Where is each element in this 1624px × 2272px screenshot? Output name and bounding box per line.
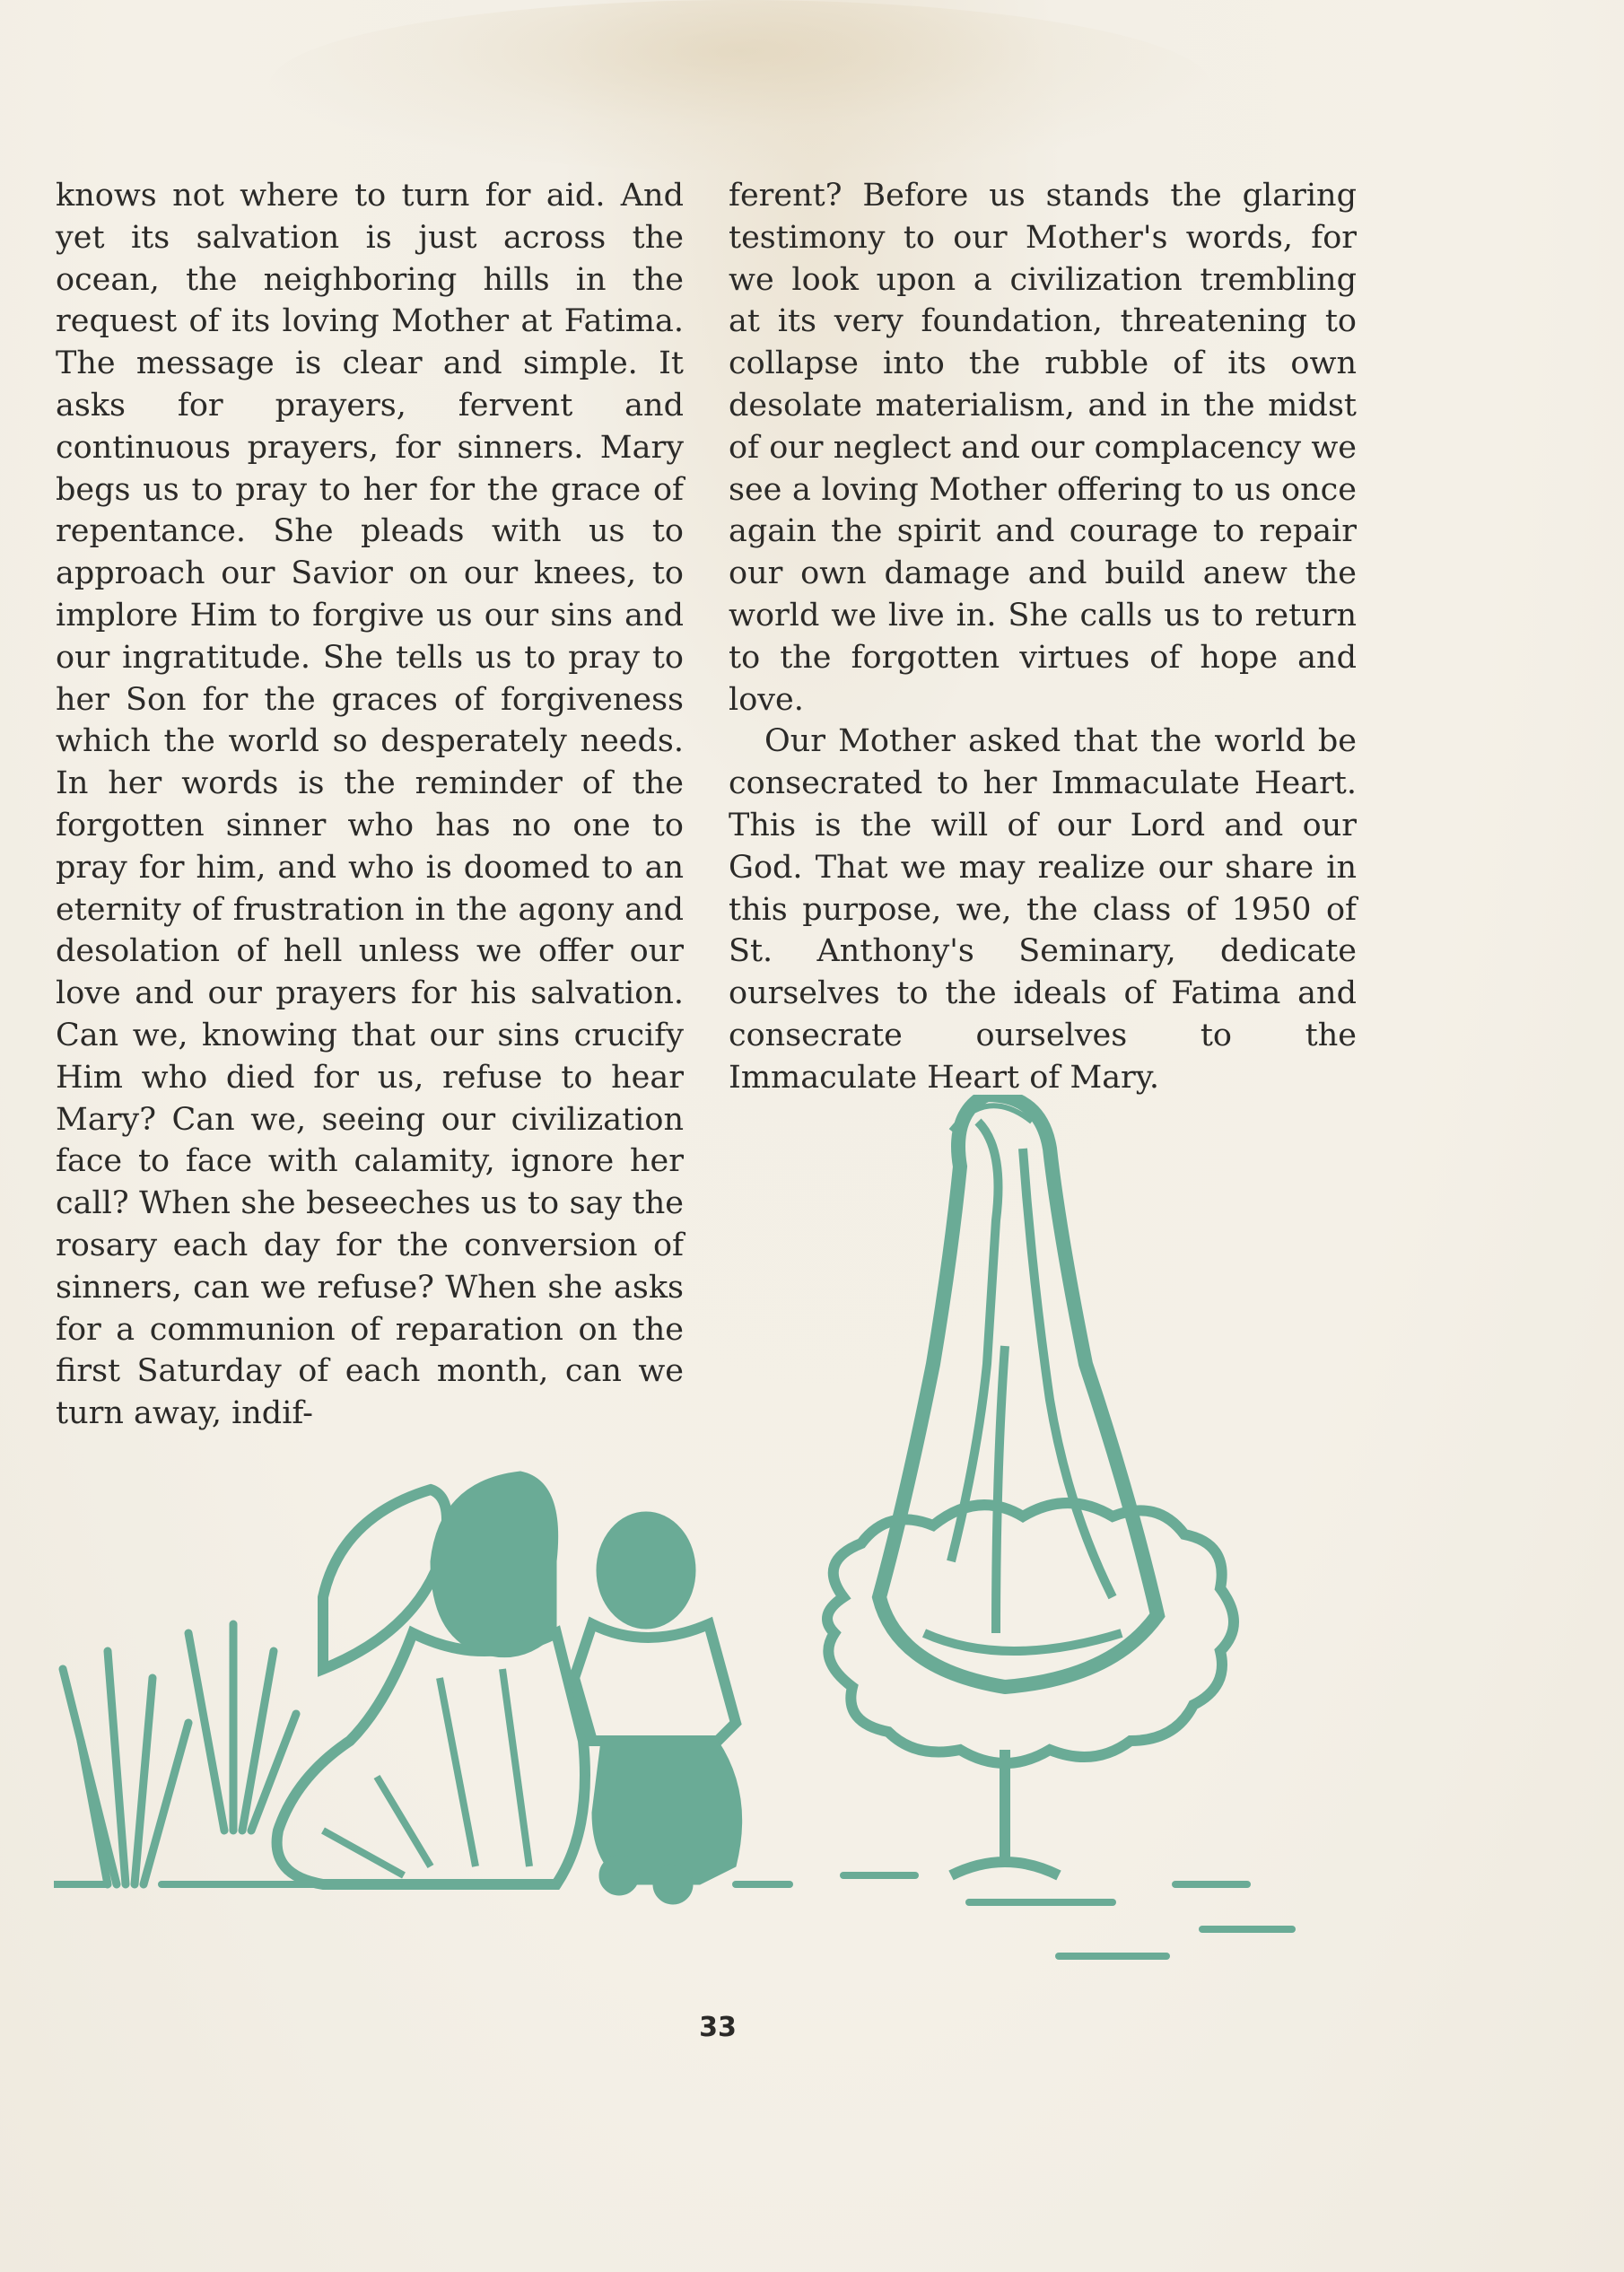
page-number: 33 bbox=[699, 2012, 737, 2043]
right-paragraph-2: Our Mother asked that the world be consecrated to her Immaculate Heart. This is the will of our Lord and our God. That we may realize our share in this purpose, we, the class of 1950 of St. Anthony's Seminary, dedicate ourselves to the ideals of Fatima and consecrate ourselves to the Immaculate Heart of Mary. bbox=[729, 723, 1357, 1096]
right-text-column bbox=[729, 175, 1357, 1099]
kneeling-child-figure bbox=[574, 1512, 742, 1904]
grass-tuft-left bbox=[63, 1651, 188, 1884]
grass-tuft-middle bbox=[188, 1624, 296, 1831]
left-paragraph: knows not where to turn for aid. And yet its salvation is just across the ocean, the neighboring hills in the request of its loving Mother at Fatima. The message is clear and simple. It asks for prayers, fervent and continuous prayers, for sinners. Mary begs us to pray to her for the grace of repentance. She pleads with us to approach our Savior on our knees, to implore Him to forgive us our sins and our ingratitude. She tells us to pray to her Son for the graces of forgiveness which the world so desperately needs. In her words is the reminder of the forgotten sinner who has no one to pray for him, and who is doomed to an eternity of frustration in the agony and desolation of hell unless we offer our love and our prayers for his salvation. Can we, knowing that our sins crucify Him who died for us, refuse to hear Mary? Can we, seeing our civilization face to face with calamity, ignore her call? When she beseeches us to say the rosary each day for the conversion of sinners, can we refuse? When she asks for a communion of reparation on the first Saturday of each month, can we turn away, indif- bbox=[56, 178, 684, 1432]
virgin-mary-statue bbox=[879, 1095, 1157, 1687]
linocut-illustration bbox=[54, 1095, 1355, 1992]
right-paragraph-1: ferent? Before us stands the glaring testimony to our Mother's words, for we look upon a civilization trembling at its very foundation, threatening to collapse into the rubble of its own desolate materialism, and in the midst of our neglect and our complacency we see a loving Mother offering to us once again the spirit and courage to repair our own damage and build anew the world we live in. She calls us to return to the forgotten virtues of hope and love. bbox=[729, 178, 1357, 718]
paper-stain bbox=[269, 0, 1211, 170]
kneeling-woman-figure bbox=[277, 1472, 585, 1884]
